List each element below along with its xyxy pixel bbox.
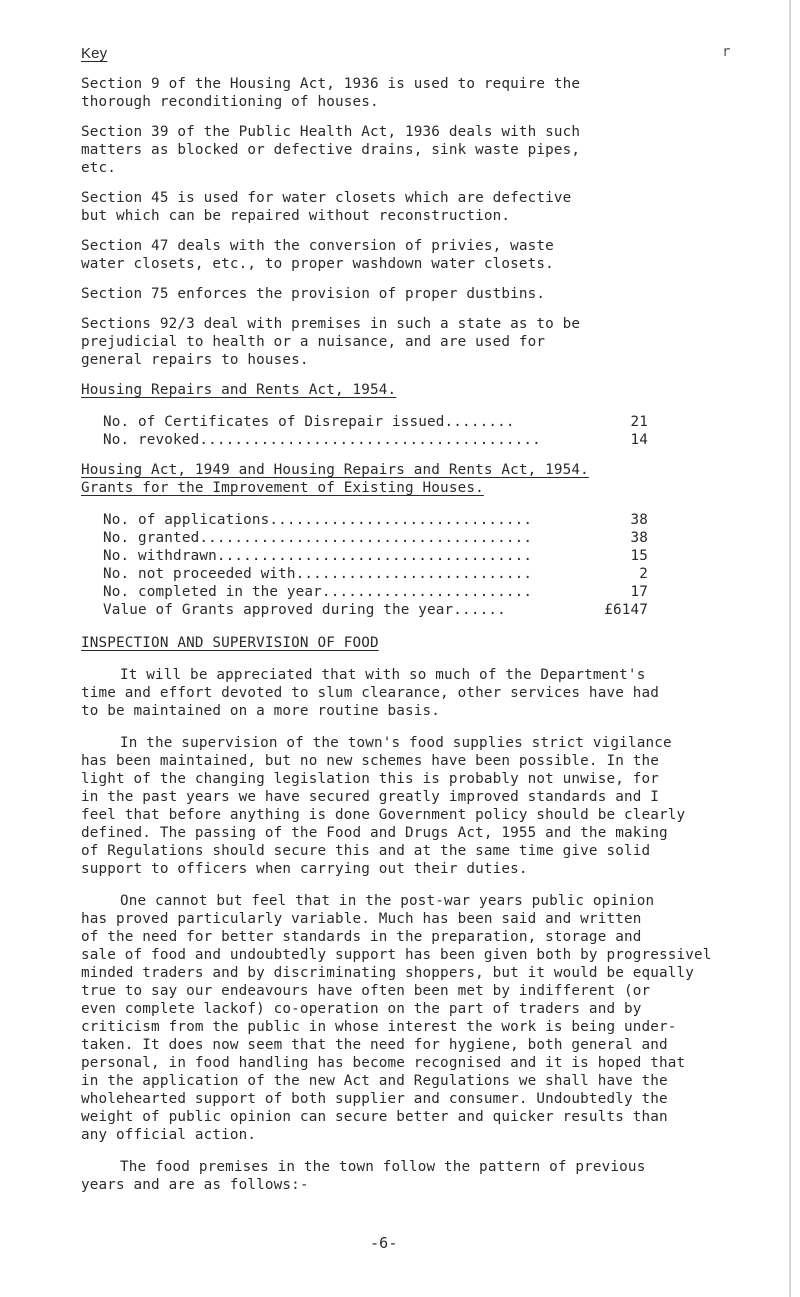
food-heading: INSPECTION AND SUPERVISION OF FOOD: [81, 635, 379, 651]
para3-line: personal, in food handling has become recognised and it is hoped that: [81, 1055, 686, 1071]
hrr1954-heading: Housing Repairs and Rents Act, 1954.: [81, 382, 397, 398]
para4-line: years and are as follows:-: [81, 1177, 309, 1193]
para3-line: of the need for better standards in the preparation, storage and: [81, 929, 642, 945]
para1-line: It will be appreciated that with so much of the Department's: [120, 667, 646, 683]
stat-1954-label: No. of Certificates of Disrepair issued........: [103, 414, 515, 430]
para4-line: The food premises in the town follow the pattern of previous: [120, 1159, 646, 1175]
stat-grants-label: No. not proceeded with...........................: [103, 566, 533, 582]
para3-line: even complete lackof) co-operation on the part of traders and by: [81, 1001, 642, 1017]
stat-1954-value: 21: [630, 414, 648, 430]
para3-line: has proved particularly variable. Much has been said and written: [81, 911, 642, 927]
para3-line: true to say our endeavours have often been met by indifferent (or: [81, 983, 651, 999]
para3-line: in the application of the new Act and Regulations we shall have the: [81, 1073, 668, 1089]
grants-heading-line1: Housing Act, 1949 and Housing Repairs and Rents Act, 1954.: [81, 462, 589, 478]
para3-line: minded traders and by discriminating shoppers, but it would be equally: [81, 965, 695, 981]
section45-line2: but which can be repaired without reconstruction.: [81, 208, 511, 224]
stat-grants-value: 2: [639, 566, 648, 582]
para3-line: One cannot but feel that in the post-war years public opinion: [120, 893, 655, 909]
stat-grants-label: No. completed in the year........................: [103, 584, 533, 600]
section92-line1: Sections 92/3 deal with premises in such a state as to be: [81, 316, 581, 332]
para2-line: of Regulations should secure this and at the same time give solid: [81, 843, 651, 859]
para3-line: sale of food and undoubtedly support has been given both by progressivel: [81, 947, 712, 963]
stat-grants-label: No. withdrawn....................................: [103, 548, 533, 564]
stat-grants-value: 17: [630, 584, 648, 600]
section9-line1: Section 9 of the Housing Act, 1936 is used to require the: [81, 76, 581, 92]
para3-line: taken. It does now seem that the need for hygiene, both general and: [81, 1037, 668, 1053]
corner-mark: r: [722, 44, 731, 60]
para1-line: to be maintained on a more routine basis.: [81, 703, 441, 719]
stat-grants-label: No. of applications..............................: [103, 512, 533, 528]
key-heading: Key: [81, 45, 108, 62]
para2-line: defined. The passing of the Food and Drugs Act, 1955 and the making: [81, 825, 668, 841]
stat-grants-value: 15: [630, 548, 648, 564]
stat-1954-value: 14: [630, 432, 648, 448]
stat-1954-label: No. revoked.......................................: [103, 432, 541, 448]
section75-line1: Section 75 enforces the provision of proper dustbins.: [81, 286, 546, 302]
para2-line: in the past years we have secured greatly improved standards and I: [81, 789, 659, 805]
para3-line: wholehearted support of both supplier and consumer. Undoubtedly the: [81, 1091, 668, 1107]
para3-line: weight of public opinion can secure better and quicker results than: [81, 1109, 668, 1125]
stat-grants-label: Value of Grants approved during the year......: [103, 602, 506, 618]
grants-heading-line2: Grants for the Improvement of Existing Houses.: [81, 480, 484, 496]
page-number: -6-: [370, 1234, 398, 1252]
section9-line2: thorough reconditioning of houses.: [81, 94, 379, 110]
section39-line3: etc.: [81, 160, 117, 176]
para2-line: has been maintained, but no new schemes have been possible. In the: [81, 753, 659, 769]
section92-line2: prejudicial to health or a nuisance, and are used for: [81, 334, 546, 350]
section47-line1: Section 47 deals with the conversion of privies, waste: [81, 238, 554, 254]
stat-grants-value: £6147: [604, 602, 648, 618]
stat-grants-value: 38: [630, 530, 648, 546]
section39-line1: Section 39 of the Public Health Act, 1936 deals with such: [81, 124, 581, 140]
section47-line2: water closets, etc., to proper washdown water closets.: [81, 256, 554, 272]
section39-line2: matters as blocked or defective drains, sink waste pipes,: [81, 142, 581, 158]
section45-line1: Section 45 is used for water closets which are defective: [81, 190, 572, 206]
stat-grants-value: 38: [630, 512, 648, 528]
para2-line: In the supervision of the town's food supplies strict vigilance: [120, 735, 672, 751]
para2-line: support to officers when carrying out their duties.: [81, 861, 528, 877]
para3-line: any official action.: [81, 1127, 257, 1143]
stat-grants-label: No. granted......................................: [103, 530, 533, 546]
para1-line: time and effort devoted to slum clearance, other services have had: [81, 685, 659, 701]
para3-line: criticism from the public in whose interest the work is being under-: [81, 1019, 677, 1035]
para2-line: light of the changing legislation this is probably not unwise, for: [81, 771, 659, 787]
para2-line: feel that before anything is done Government policy should be clearly: [81, 807, 686, 823]
page-edge: [789, 0, 791, 1297]
section92-line3: general repairs to houses.: [81, 352, 309, 368]
